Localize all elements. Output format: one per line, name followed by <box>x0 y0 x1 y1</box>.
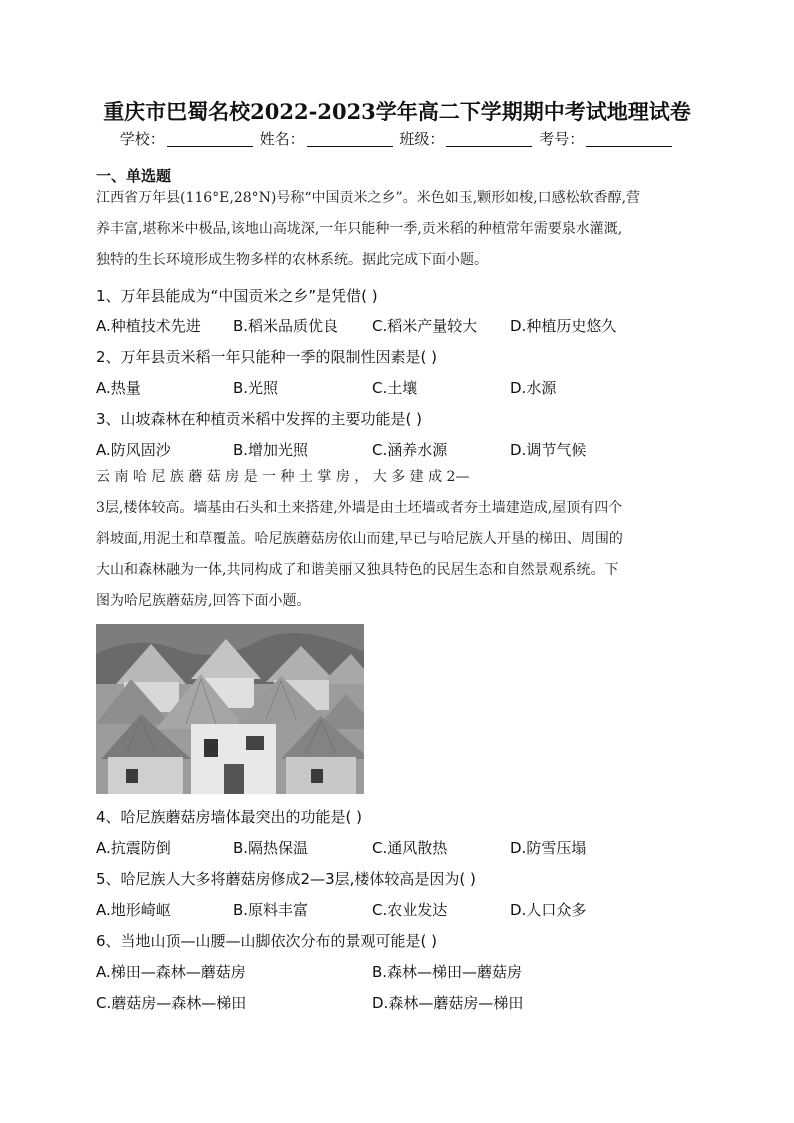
option-d[interactable]: D.防雪压塌 <box>510 839 587 857</box>
question-1: 1、万年县能成为“中国贡米之乡”是凭借( ) <box>96 287 378 305</box>
option-d[interactable]: D.人口众多 <box>510 901 587 919</box>
exam-number-label: 考号： <box>539 130 585 148</box>
passage-line: 云 南 哈 尼 族 蘑 菇 房 是 一 种 土 掌 房 ， 大 多 建 成 2— <box>96 469 470 485</box>
section-heading: 一、单选题 <box>96 167 172 185</box>
option-b[interactable]: B.稻米品质优良 <box>233 317 339 335</box>
option-b[interactable]: B.增加光照 <box>233 441 309 459</box>
passage-1 <box>96 183 698 276</box>
student-info-row <box>0 128 794 149</box>
passage-2 <box>96 462 698 617</box>
school-label: 学校： <box>119 130 165 148</box>
option-c[interactable]: C.农业发达 <box>372 901 448 919</box>
option-a[interactable]: A.抗震防倒 <box>96 839 171 857</box>
passage-line: 3层,楼体较高。墙基由石头和土来搭建,外墙是由土坯墙或者夯土墙建造成,屋顶有四个 <box>96 500 623 516</box>
option-c[interactable]: C.通风散热 <box>372 839 448 857</box>
name-label: 姓名： <box>259 130 305 148</box>
option-b[interactable]: B.原料丰富 <box>233 901 309 919</box>
option-d[interactable]: D.调节气候 <box>510 441 587 459</box>
passage-line: 养丰富,堪称米中极品,该地山高垅深,一年只能种一季,贡米稻的种植常年需要泉水灌溉, <box>96 221 623 237</box>
option-c[interactable]: C.蘑菇房—森林—梯田 <box>96 994 247 1012</box>
option-a[interactable]: A.防风固沙 <box>96 441 171 459</box>
question-3: 3、山坡森林在种植贡米稻中发挥的主要功能是( ) <box>96 410 423 428</box>
option-c[interactable]: C.涵养水源 <box>372 441 448 459</box>
option-c[interactable]: C.稻米产量较大 <box>372 317 478 335</box>
passage-line: 斜坡面,用泥土和草覆盖。哈尼族蘑菇房依山而建,早已与哈尼族人开垦的梯田、周围的 <box>96 531 623 547</box>
option-d[interactable]: D.种植历史悠久 <box>510 317 617 335</box>
mushroom-house-photo <box>96 624 364 794</box>
option-a[interactable]: A.热量 <box>96 379 141 397</box>
option-a[interactable]: A.地形崎岖 <box>96 901 171 919</box>
option-a[interactable]: A.种植技术先进 <box>96 317 201 335</box>
passage-line: 图为哈尼族蘑菇房,回答下面小题。 <box>96 593 311 609</box>
question-6: 6、当地山顶—山腰—山脚依次分布的景观可能是( ) <box>96 932 438 950</box>
option-d[interactable]: D.森林—蘑菇房—梯田 <box>372 994 524 1012</box>
exam-title: 重庆市巴蜀名校2022-2023学年高二下学期期中考试地理试卷 <box>103 99 691 124</box>
option-b[interactable]: B.森林—梯田—蘑菇房 <box>372 963 523 981</box>
question-2: 2、万年县贡米稻一年只能种一季的限制性因素是( ) <box>96 348 438 366</box>
passage-line: 江西省万年县(116°E,28°N)号称“中国贡米之乡”。米色如玉,颗形如梭,口感松软香醇,营 <box>96 190 641 206</box>
option-c[interactable]: C.土壤 <box>372 379 418 397</box>
option-a[interactable]: A.梯田—森林—蘑菇房 <box>96 963 246 981</box>
name-blank[interactable] <box>307 132 393 147</box>
question-4: 4、哈尼族蘑菇房墙体最突出的功能是( ) <box>96 808 363 826</box>
question-5: 5、哈尼族人大多将蘑菇房修成2—3层,楼体较高是因为( ) <box>96 870 476 888</box>
class-label: 班级： <box>399 130 445 148</box>
class-blank[interactable] <box>446 132 532 147</box>
exam-number-blank[interactable] <box>586 132 672 147</box>
passage-line: 大山和森林融为一体,共同构成了和谐美丽又独具特色的民居生态和自然景观系统。下 <box>96 562 619 578</box>
option-b[interactable]: B.光照 <box>233 379 279 397</box>
school-blank[interactable] <box>167 132 253 147</box>
option-b[interactable]: B.隔热保温 <box>233 839 309 857</box>
passage-line: 独特的生长环境形成生物多样的农林系统。据此完成下面小题。 <box>96 252 488 268</box>
option-d[interactable]: D.水源 <box>510 379 557 397</box>
